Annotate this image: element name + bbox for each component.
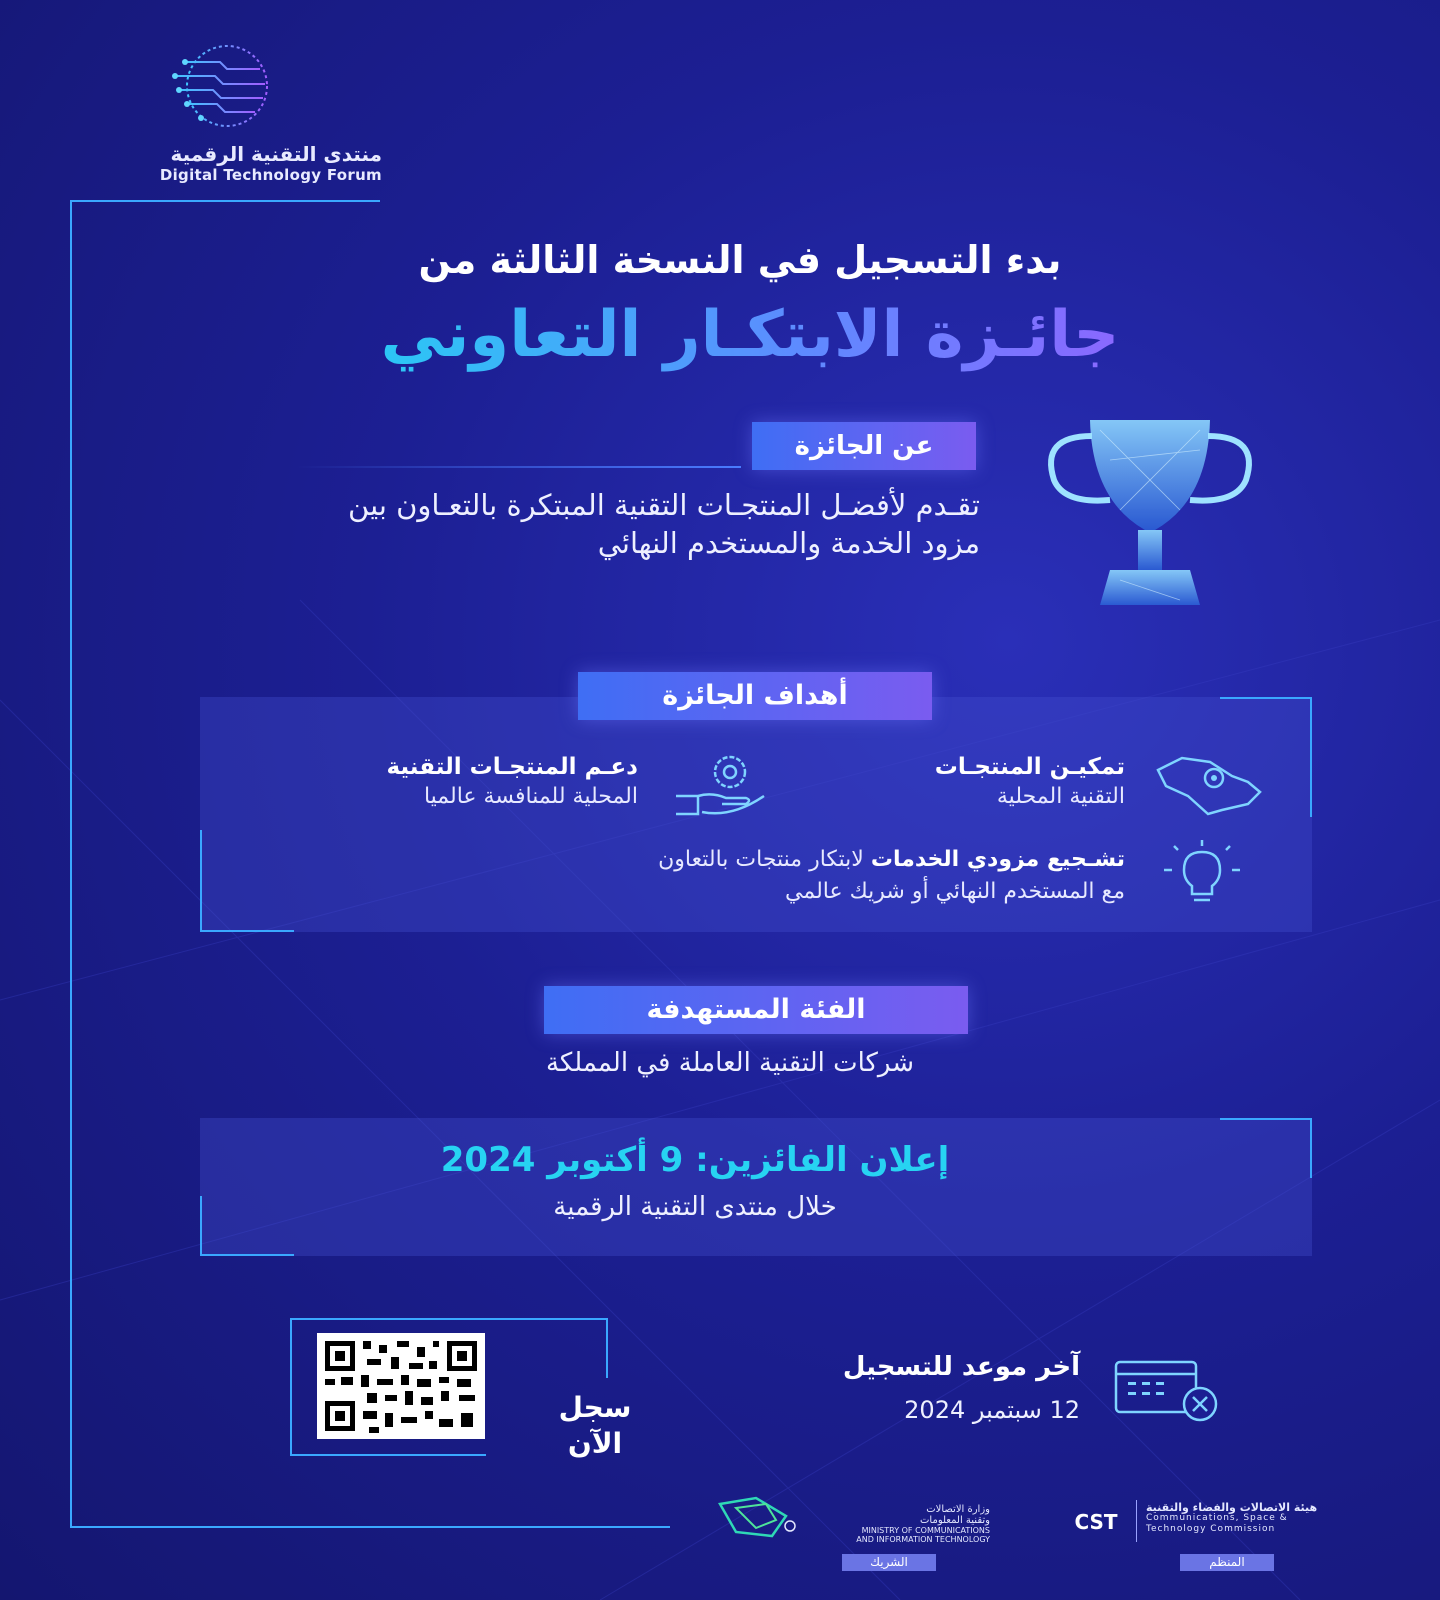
target-text: شركات التقنية العاملة في المملكة [545,1048,915,1078]
register-now-label[interactable] [530,1390,660,1462]
winners-corner [1310,1118,1312,1178]
winners-corner [200,1254,294,1256]
goal-2-title: دعـم المنتجـات التقنية [386,754,638,780]
goals-corner [200,830,202,932]
goals-corner [1220,697,1312,699]
organizer-name-en1: Communications, Space & [1146,1513,1288,1523]
calendar-x-icon [1112,1356,1224,1422]
partner-name-en2: AND INFORMATION TECHNOLOGY [856,1535,990,1544]
hand-gear-icon [672,752,772,818]
saudi-map-gear-icon [1152,752,1264,818]
goal-3-title: تشـجيع مزودي الخدمات [870,847,1125,872]
about-divider [296,466,741,468]
winners-corner [1220,1118,1312,1120]
target-label: الفئة المستهدفة [544,986,968,1034]
goal-3-extra: مع المستخدم النهائي أو شريك عالمي [785,879,1125,904]
winners-corner [200,1196,202,1256]
goal-3-text [360,844,1125,876]
organizer-divider [1136,1500,1137,1542]
trophy-icon [1030,400,1270,640]
goal-1-subtitle: التقنية المحلية [996,784,1125,809]
logo-name-english: Digital Technology Forum [159,166,382,184]
frame-line-top [70,200,380,202]
goal-3-subtitle: لابتكار منتجات بالتعاون [658,847,864,872]
deadline-title: آخر موعد للتسجيل [842,1352,1080,1382]
winners-subtitle: خلال منتدى التقنية الرقمية [553,1192,837,1222]
register-now-line1: سجل [558,1391,632,1424]
register-now-line2: الآن [567,1427,623,1460]
logo-name-arabic: منتدى التقنية الرقمية [170,142,382,166]
organizer-name [1146,1502,1362,1535]
partner-name-ar1: وزارة الاتصالات [926,1504,990,1515]
goals-label: أهداف الجائزة [578,672,932,720]
deadline-date: 12 سبتمبر 2024 [904,1396,1080,1424]
headline-award-name: جائـزة الابتكـار التعاوني [270,298,1230,372]
qr-frame [290,1454,486,1456]
organizer-name-ar: هيئة الاتصالات والفضاء والتقنية [1146,1501,1318,1514]
frame-line-bottom [70,1526,670,1528]
qr-frame [606,1318,608,1378]
registration-qr-code[interactable] [317,1333,485,1439]
goal-2-subtitle: المحلية للمنافسة عالميا [423,784,638,809]
organizer-acronym: CST [1074,1510,1118,1534]
ministry-logo-icon [716,1496,812,1540]
goal-1-title: تمكيـن المنتجـات [934,754,1125,780]
partner-name-en1: MINISTRY OF COMMUNICATIONS [861,1526,990,1535]
about-text: تقـدم لأفضـل المنتجـات التقنية المبتكرة بالتعـاون بين مزود الخدمة والمستخدم النهائي [348,488,980,560]
partner-name-ar2: وتقنية المعلومات [920,1515,990,1526]
winners-panel [200,1118,1312,1256]
goals-corner [200,930,294,932]
qr-frame [290,1318,292,1456]
partner-name [812,1504,990,1544]
winners-announcement: إعلان الفائزين: 9 أكتوبر 2024 [440,1140,950,1180]
headline-line1: بدء التسجيل في النسخة الثالثة من [418,238,1062,282]
about-label: عن الجائزة [752,422,976,470]
qr-frame [290,1318,608,1320]
lightbulb-icon [1160,838,1244,906]
goals-corner [1310,697,1312,817]
organizer-tag: المنظم [1180,1554,1274,1571]
partner-tag: الشريك [842,1554,936,1571]
forum-logo-icon [165,42,285,132]
organizer-name-en2: Technology Commission [1146,1524,1276,1534]
frame-line-left [70,200,72,1528]
